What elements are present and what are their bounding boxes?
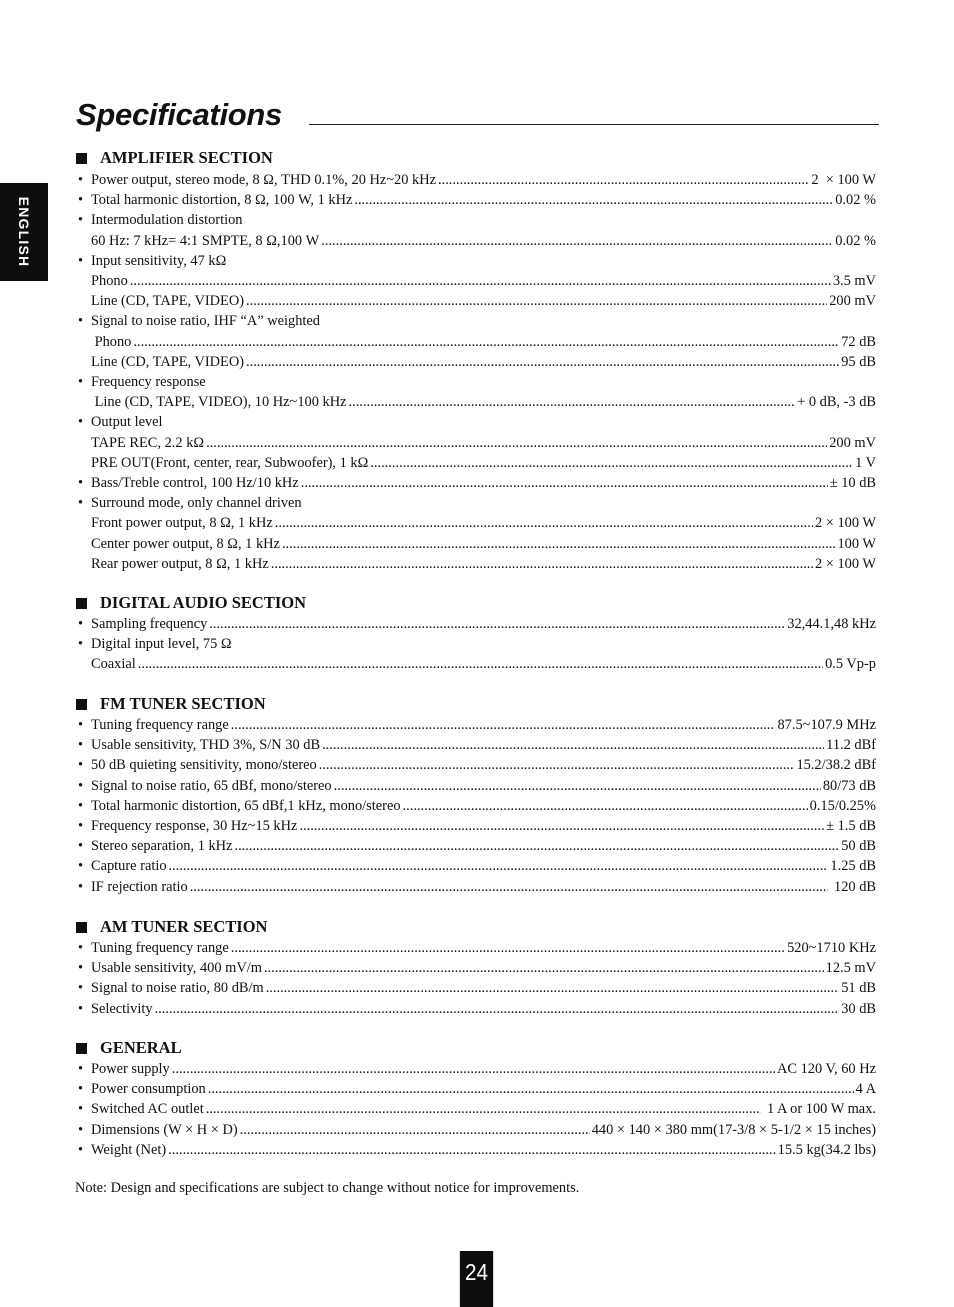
spec-label: PRE OUT(Front, center, rear, Subwoofer), 1 kΩ xyxy=(91,454,369,471)
spec-label: Tuning frequency range xyxy=(91,717,229,733)
dot-leader xyxy=(246,352,839,372)
bullet-icon: • xyxy=(78,1121,84,1138)
title-rule xyxy=(309,124,879,125)
section-heading xyxy=(76,148,273,168)
spec-label: Line (CD, TAPE, VIDEO), 10 Hz~100 kHz xyxy=(91,394,347,411)
bullet-icon: • xyxy=(78,1141,84,1158)
bullet-icon: • xyxy=(78,172,84,188)
spec-label: Total harmonic distortion, 65 dBf,1 kHz, mono/stereo xyxy=(91,797,401,814)
bullet-icon: • xyxy=(78,1061,84,1077)
spec-label: Total harmonic distortion, 8 Ω, 100 W, 1 kHz xyxy=(91,192,353,209)
dot-leader xyxy=(322,735,824,755)
bullet-icon: • xyxy=(78,717,84,733)
spec-value: 0.5 Vp-p xyxy=(825,656,876,673)
bullet-icon: • xyxy=(78,757,84,774)
language-tab-label: ENGLISH xyxy=(16,196,32,268)
dot-leader xyxy=(206,433,827,453)
spec-label: Frequency response, 30 Hz~15 kHz xyxy=(91,818,298,834)
section-heading xyxy=(76,593,306,613)
spec-value: 12.5 mV xyxy=(825,960,876,977)
bullet-icon: • xyxy=(78,1000,84,1017)
spec-value: 15.2/38.2 dBf xyxy=(796,757,876,774)
spec-row xyxy=(76,251,876,271)
dot-leader xyxy=(370,453,853,473)
spec-value: 32,44.1,48 kHz xyxy=(787,616,876,632)
spec-row xyxy=(76,856,876,876)
square-bullet-icon xyxy=(76,699,87,710)
spec-label: Line (CD, TAPE, VIDEO) xyxy=(91,353,244,370)
spec-label: Usable sensitivity, 400 mV/m xyxy=(91,960,262,977)
dot-leader xyxy=(266,978,840,998)
dot-leader xyxy=(231,715,776,735)
section-heading-text: AMPLIFIER SECTION xyxy=(100,148,273,167)
section-heading-text: AM TUNER SECTION xyxy=(100,917,268,936)
bullet-icon: • xyxy=(78,212,84,229)
spec-label: Switched AC outlet xyxy=(91,1101,204,1118)
spec-label: Signal to noise ratio, IHF “A” weighted xyxy=(91,313,321,330)
spec-label: IF rejection ratio xyxy=(91,878,188,895)
spec-label: Line (CD, TAPE, VIDEO) xyxy=(91,293,244,310)
dot-leader xyxy=(334,776,821,796)
spec-value: 3.5 mV xyxy=(832,273,876,289)
spec-label: Signal to noise ratio, 65 dBf, mono/stereo xyxy=(91,777,332,794)
spec-label: Bass/Treble control, 100 Hz/10 kHz xyxy=(91,475,299,491)
spec-label: Frequency response xyxy=(91,374,206,390)
spec-row xyxy=(76,433,876,453)
bullet-icon: • xyxy=(78,1081,84,1098)
dot-leader xyxy=(130,271,831,291)
bullet-icon: • xyxy=(78,960,84,977)
spec-value: 520~1710 KHz xyxy=(787,940,876,956)
dot-leader xyxy=(282,534,836,554)
dot-leader xyxy=(354,190,833,210)
spec-label: Phono xyxy=(91,273,128,289)
bullet-icon: • xyxy=(78,737,84,754)
dot-leader xyxy=(403,796,808,816)
spec-label: 50 dB quieting sensitivity, mono/stereo xyxy=(91,757,317,774)
dot-leader xyxy=(206,1099,762,1119)
dot-leader xyxy=(155,999,840,1019)
spec-row xyxy=(76,978,876,998)
dot-leader xyxy=(138,654,823,674)
page-title: Specifications xyxy=(76,97,282,132)
spec-value: 2 × 100 W xyxy=(811,172,876,188)
dot-leader xyxy=(209,614,785,634)
spec-label: Signal to noise ratio, 80 dB/m xyxy=(91,980,264,997)
spec-value: 72 dB xyxy=(841,333,876,350)
dot-leader xyxy=(438,170,809,190)
spec-row xyxy=(76,473,876,493)
dot-leader xyxy=(172,1059,775,1079)
spec-value: 80/73 dB xyxy=(822,777,876,794)
spec-value: AC 120 V, 60 Hz xyxy=(776,1061,876,1077)
spec-value: 200 mV xyxy=(829,434,876,451)
spec-label: Sampling frequency xyxy=(91,616,208,632)
section-heading xyxy=(76,917,267,937)
spec-row xyxy=(76,654,876,674)
spec-label: Output level xyxy=(91,414,163,431)
spec-value: 2 × 100 W xyxy=(814,515,876,532)
spec-row xyxy=(76,170,876,190)
spec-value: 200 mV xyxy=(829,293,876,310)
spec-row xyxy=(76,352,876,372)
spec-value: 2 × 100 W xyxy=(814,555,876,572)
dot-leader xyxy=(271,554,813,574)
spec-row xyxy=(76,877,876,897)
spec-label: Input sensitivity, 47 kΩ xyxy=(91,252,227,269)
spec-row xyxy=(76,271,876,291)
spec-row xyxy=(76,493,876,513)
spec-label: Front power output, 8 Ω, 1 kHz xyxy=(91,515,273,532)
spec-value: ± 10 dB xyxy=(829,475,876,491)
section-heading-text: FM TUNER SECTION xyxy=(100,694,266,713)
dot-leader xyxy=(321,231,833,251)
spec-label: Phono xyxy=(91,333,132,350)
dot-leader xyxy=(264,958,824,978)
dot-leader xyxy=(301,473,828,493)
spec-row xyxy=(76,210,876,230)
spec-row xyxy=(76,715,876,735)
footnote: Note: Design and specifications are subject to change without notice for improvements. xyxy=(75,1180,580,1196)
spec-row xyxy=(76,231,876,251)
spec-label: Power supply xyxy=(91,1061,170,1077)
spec-label: Center power output, 8 Ω, 1 kHz xyxy=(91,535,280,552)
bullet-icon: • xyxy=(78,414,84,431)
spec-row xyxy=(76,816,876,836)
spec-label: Dimensions (W × H × D) xyxy=(91,1121,238,1138)
bullet-icon: • xyxy=(78,374,84,390)
dot-leader xyxy=(208,1079,854,1099)
spec-label: Weight (Net) xyxy=(91,1141,167,1158)
bullet-icon: • xyxy=(78,313,84,330)
spec-value: 0.02 % xyxy=(835,192,876,209)
bullet-icon: • xyxy=(78,818,84,834)
spec-row xyxy=(76,999,876,1019)
spec-label: Intermodulation distortion xyxy=(91,212,243,229)
dot-leader xyxy=(168,1140,775,1160)
spec-row xyxy=(76,534,876,554)
section-heading xyxy=(76,1038,182,1058)
spec-row xyxy=(76,1140,876,1160)
spec-row xyxy=(76,392,876,412)
spec-row xyxy=(76,735,876,755)
dot-leader xyxy=(169,856,829,876)
spec-value: 0.15/0.25% xyxy=(809,797,876,814)
spec-row xyxy=(76,1079,876,1099)
dot-leader xyxy=(349,392,796,412)
bullet-icon: • xyxy=(78,495,84,512)
bullet-icon: • xyxy=(78,838,84,855)
spec-value: 120 dB xyxy=(830,878,876,895)
spec-label: Surround mode, only channel driven xyxy=(91,495,302,512)
dot-leader xyxy=(234,836,839,856)
spec-value: + 0 dB, -3 dB xyxy=(797,394,876,411)
dot-leader xyxy=(190,877,829,897)
spec-row xyxy=(76,634,876,654)
spec-row xyxy=(76,776,876,796)
spec-label: Power output, stereo mode, 8 Ω, THD 0.1%, 20 Hz~20 kHz xyxy=(91,172,437,188)
spec-row xyxy=(76,1120,876,1140)
spec-row xyxy=(76,372,876,392)
section-heading-text: GENERAL xyxy=(100,1038,182,1057)
spec-value: 50 dB xyxy=(841,838,876,855)
section-heading-text: DIGITAL AUDIO SECTION xyxy=(100,593,307,612)
spec-value: 4 A xyxy=(855,1081,876,1098)
square-bullet-icon xyxy=(76,598,87,609)
bullet-icon: • xyxy=(78,252,84,269)
spec-row xyxy=(76,190,876,210)
bullet-icon: • xyxy=(78,940,84,956)
bullet-icon: • xyxy=(78,878,84,895)
bullet-icon: • xyxy=(78,797,84,814)
bullet-icon: • xyxy=(78,475,84,491)
spec-row xyxy=(76,796,876,816)
spec-label: Rear power output, 8 Ω, 1 kHz xyxy=(91,555,269,572)
spec-value: 87.5~107.9 MHz xyxy=(777,717,876,733)
square-bullet-icon xyxy=(76,1043,87,1054)
page-number: 24 xyxy=(460,1251,493,1307)
spec-row xyxy=(76,836,876,856)
spec-row xyxy=(76,513,876,533)
bullet-icon: • xyxy=(78,777,84,794)
spec-label: TAPE REC, 2.2 kΩ xyxy=(91,434,205,451)
spec-row xyxy=(76,1099,876,1119)
dot-leader xyxy=(133,332,839,352)
square-bullet-icon xyxy=(76,922,87,933)
spec-value: 15.5 kg(34.2 lbs) xyxy=(777,1141,876,1158)
spec-label: Usable sensitivity, THD 3%, S/N 30 dB xyxy=(91,737,321,754)
spec-value: 11.2 dBf xyxy=(826,737,876,754)
dot-leader xyxy=(246,291,827,311)
bullet-icon: • xyxy=(78,858,84,875)
spec-row xyxy=(76,614,876,634)
dot-leader xyxy=(319,755,795,775)
dot-leader xyxy=(240,1120,590,1140)
spec-label: Stereo separation, 1 kHz xyxy=(91,838,233,855)
square-bullet-icon xyxy=(76,153,87,164)
dot-leader xyxy=(231,938,785,958)
spec-label: Tuning frequency range xyxy=(91,940,229,956)
spec-value: 440 × 140 × 380 mm(17-3/8 × 5-1/2 × 15 inches) xyxy=(591,1121,876,1138)
spec-label: Digital input level, 75 Ω xyxy=(91,636,232,653)
dot-leader xyxy=(275,513,813,533)
spec-row xyxy=(76,938,876,958)
spec-row xyxy=(76,291,876,311)
spec-row xyxy=(76,958,876,978)
bullet-icon: • xyxy=(78,980,84,997)
spec-value: 1 A or 100 W max. xyxy=(763,1101,876,1118)
spec-row xyxy=(76,554,876,574)
spec-value: 1.25 dB xyxy=(830,858,876,875)
spec-row xyxy=(76,453,876,473)
spec-row xyxy=(76,311,876,331)
spec-label: Capture ratio xyxy=(91,858,167,875)
section-heading xyxy=(76,694,266,714)
spec-row xyxy=(76,1059,876,1079)
spec-row xyxy=(76,412,876,432)
spec-row xyxy=(76,332,876,352)
language-tab xyxy=(0,183,48,281)
spec-label: Selectivity xyxy=(91,1000,153,1017)
spec-value: 95 dB xyxy=(841,353,876,370)
bullet-icon: • xyxy=(78,616,84,632)
dot-leader xyxy=(299,816,824,836)
bullet-icon: • xyxy=(78,636,84,653)
spec-value: 1 V xyxy=(855,454,876,471)
spec-label: Power consumption xyxy=(91,1081,206,1098)
spec-value: ± 1.5 dB xyxy=(826,818,876,834)
spec-value: 30 dB xyxy=(841,1000,876,1017)
spec-value: 51 dB xyxy=(841,980,876,997)
spec-value: 100 W xyxy=(837,535,876,552)
spec-label: Coaxial xyxy=(91,656,136,673)
bullet-icon: • xyxy=(78,192,84,209)
spec-row xyxy=(76,755,876,775)
spec-label: 60 Hz: 7 kHz= 4:1 SMPTE, 8 Ω,100 W xyxy=(91,232,320,249)
spec-value: 0.02 % xyxy=(835,232,876,249)
bullet-icon: • xyxy=(78,1101,84,1118)
